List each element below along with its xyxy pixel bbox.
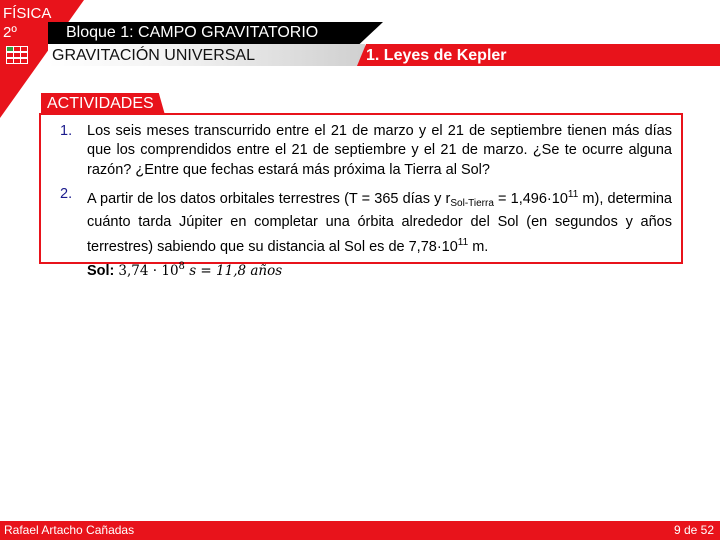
solution-value: $3,74 \cdot 10^8$ s = 11,8 años: [118, 260, 283, 279]
grid-icon: [6, 46, 28, 64]
activity-number: 1.: [60, 123, 73, 139]
block-title: Bloque 1: CAMPO GRAVITATORIO: [66, 24, 319, 41]
activity-text: Los seis meses transcurrido entre el 21 de marzo y el 21 de septiembre tienen más días que los comprendidos entre el 21 de septiembre y el 21 de marzo. ¿Se te ocurre alguna razón? ¿Entre que fechas estará más próxima la Tierra al Sol?: [87, 123, 672, 178]
footer-author: Rafael Artacho Cañadas: [4, 523, 135, 537]
unit-title: GRAVITACIÓN UNIVERSAL: [52, 47, 255, 64]
solution-label: Sol:: [87, 262, 115, 279]
section-title: 1. Leyes de Kepler: [366, 47, 507, 64]
grade-label: 2º: [3, 24, 17, 41]
page-counter: 9 de 52: [673, 523, 714, 537]
activity-number: 2.: [60, 186, 73, 202]
activity-text: A partir de los datos orbitales terrestres (T = 365 días y $r_{Sol-Tierra} = 1,496\cdot 10^{11}$ m), determina cuánto tarda Júpiter en completar una órbita alrededor del Sol (en segundos y años terrestres) sabiendo que su distancia al Sol es de $7,78\cdot 10^{11}$ m. Sol: $3,74 \cdot 10^8$ s = 11,8 años: [87, 189, 672, 279]
subject-label: [3, 4, 51, 42]
activities-label: ACTIVIDADES: [47, 95, 154, 112]
subject-name: FÍSICA: [3, 5, 52, 22]
